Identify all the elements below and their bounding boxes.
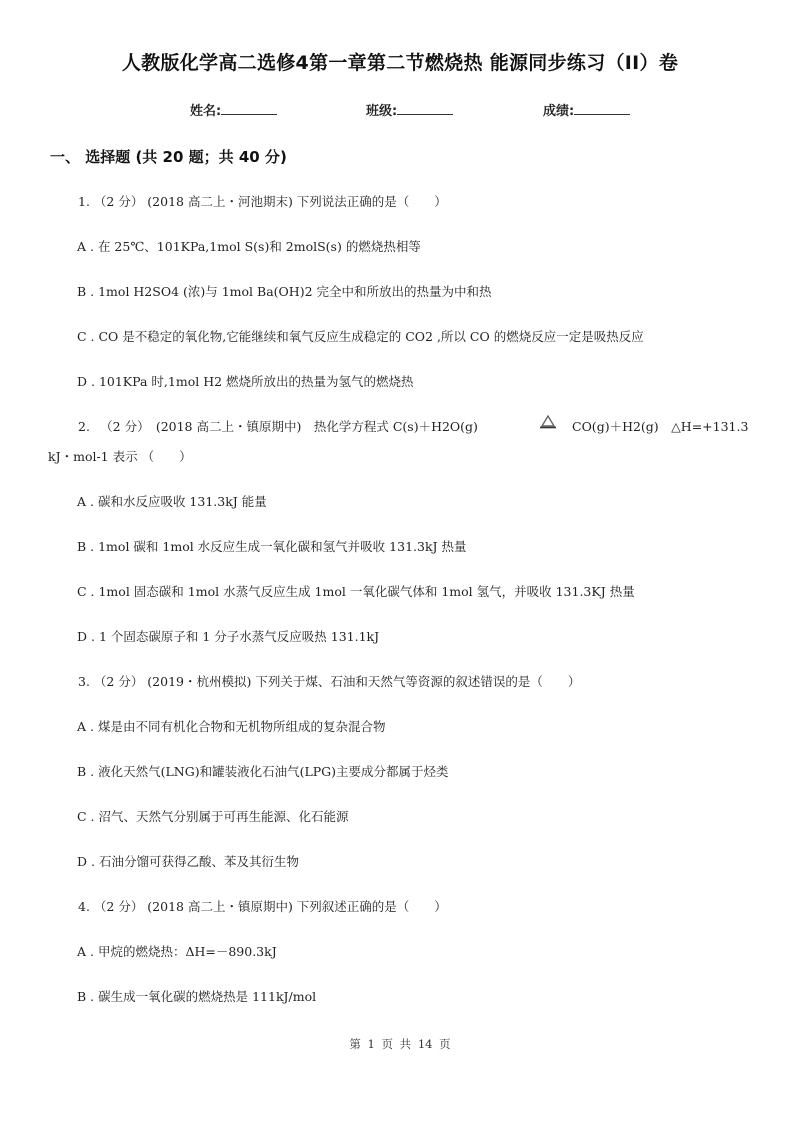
question-4-stem: 4. （2 分） (2018 高二上・镇原期中) 下列叙述正确的是（ ） <box>78 899 447 914</box>
question-2-option-a: A . 碳和水反应吸收 131.3kJ 能量 <box>77 494 267 509</box>
score-blank <box>574 102 630 115</box>
name-blank <box>221 102 277 115</box>
question-3-option-c: C . 沼气、天然气分别属于可再生能源、化石能源 <box>77 809 349 824</box>
name-field <box>190 100 277 119</box>
document-title: 人教版化学高二选修4第一章第二节燃烧热 能源同步练习（II）卷 <box>121 52 679 74</box>
question-4-option-b: B . 碳生成一氧化碳的燃烧热是 111kJ/mol <box>77 989 317 1004</box>
question-2-option-b: B . 1mol 碳和 1mol 水反应生成一氧化碳和氢气并吸收 131.3kJ 热量 <box>77 539 467 554</box>
class-blank <box>397 102 453 115</box>
question-4-option-a: A . 甲烷的燃烧热：ΔH=－890.3kJ <box>77 944 277 959</box>
question-2-stem-continued: kJ・mol-1 表示 （ ） <box>48 449 192 464</box>
section-heading: 一、 选择题 (共 20 题；共 40 分) <box>50 148 287 166</box>
question-3-option-b: B . 液化天然气(LNG)和罐装液化石油气(LPG)主要成分都属于烃类 <box>77 764 449 779</box>
score-field <box>543 100 630 119</box>
question-1-option-c: C . CO 是不稳定的氧化物,它能继续和氧气反应生成稳定的 CO2 ,所以 CO 的燃烧反应一定是吸热反应 <box>77 329 644 344</box>
question-1-stem: 1. （2 分） (2018 高二上・河池期末) 下列说法正确的是（ ） <box>78 194 447 209</box>
question-1-option-d: D . 101KPa 时,1mol H2 燃烧所放出的热量为氢气的燃烧热 <box>77 374 414 389</box>
question-2-stem-part1: 2. （2 分） (2018 高二上・镇原期中) 热化学方程式 C(s)＋H2O(g) <box>78 419 478 434</box>
question-3-option-a: A . 煤是由不同有机化合物和无机物所组成的复杂混合物 <box>77 719 386 734</box>
score-label: 成绩: <box>543 104 575 119</box>
name-label: 姓名: <box>190 104 222 119</box>
question-2-option-c: C . 1mol 固态碳和 1mol 水蒸气反应生成 1mol 一氧化碳气体和 1mol 氢气，并吸收 131.3KJ 热量 <box>77 584 635 599</box>
question-2-stem-part2: CO(g)＋H2(g) △H=+131.3 <box>572 419 749 434</box>
question-2-option-d: D . 1 个固态碳原子和 1 分子水蒸气反应吸热 131.1kJ <box>77 629 380 644</box>
class-label: 班级: <box>366 104 398 119</box>
question-1-option-b: B . 1mol H2SO4 (浓)与 1mol Ba(OH)2 完全中和所放出的热量为中和热 <box>77 284 492 299</box>
delta-heat-condition-icon <box>539 414 557 428</box>
class-field <box>366 100 453 119</box>
page-number: 第 1 页 共 14 页 <box>349 1037 451 1051</box>
question-3-option-d: D . 石油分馏可获得乙酸、苯及其衍生物 <box>77 854 299 869</box>
question-1-option-a: A . 在 25℃、101KPa,1mol S(s)和 2molS(s) 的燃烧热相等 <box>77 239 421 254</box>
question-3-stem: 3. （2 分） (2019・杭州模拟) 下列关于煤、石油和天然气等资源的叙述错误的是（ ） <box>78 674 581 689</box>
